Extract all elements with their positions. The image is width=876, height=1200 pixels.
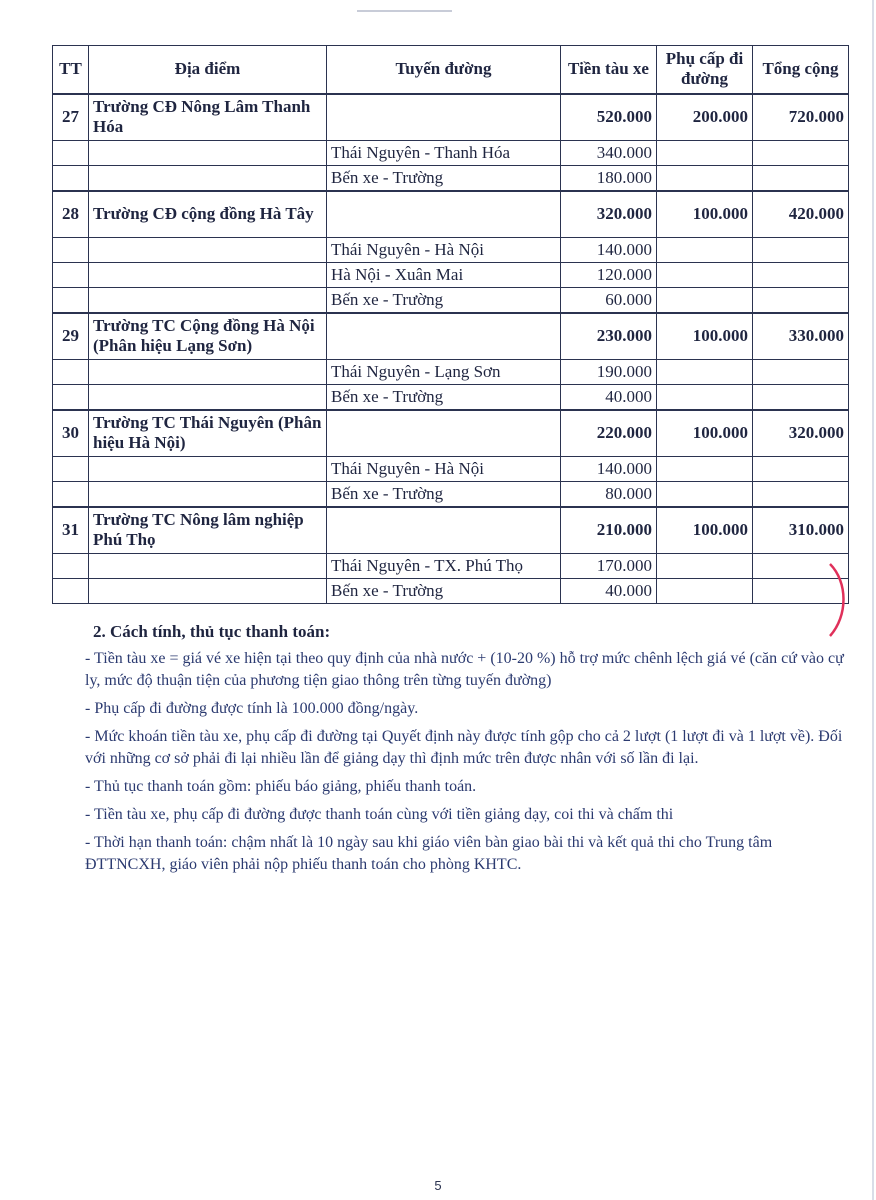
row-route: Thái Nguyên - Thanh Hóa <box>327 141 561 166</box>
row-tt <box>53 579 89 604</box>
row-allowance: 200.000 <box>657 94 753 141</box>
table-row <box>53 94 849 141</box>
row-fare: 190.000 <box>561 360 657 385</box>
row-fare: 180.000 <box>561 166 657 191</box>
row-tt <box>53 385 89 410</box>
payment-heading: 2. Cách tính, thủ tục thanh toán: <box>93 622 331 641</box>
table-row <box>53 579 849 604</box>
row-fare: 120.000 <box>561 263 657 288</box>
row-tt <box>53 554 89 579</box>
row-allowance <box>657 360 753 385</box>
table-row <box>53 288 849 313</box>
binding-mark <box>357 0 452 12</box>
table-row <box>53 457 849 482</box>
row-tt: 31 <box>53 507 89 554</box>
pen-mark <box>822 560 852 640</box>
row-total <box>753 457 849 482</box>
row-tt: 29 <box>53 313 89 360</box>
table-row <box>53 263 849 288</box>
row-route: Bến xe - Trường <box>327 166 561 191</box>
row-tt: 28 <box>53 191 89 238</box>
table-row <box>53 360 849 385</box>
row-fare: 340.000 <box>561 141 657 166</box>
row-allowance <box>657 579 753 604</box>
row-fare: 140.000 <box>561 238 657 263</box>
row-allowance: 100.000 <box>657 410 753 457</box>
row-route: Bến xe - Trường <box>327 482 561 507</box>
row-route: Hà Nội - Xuân Mai <box>327 263 561 288</box>
row-total: 330.000 <box>753 313 849 360</box>
row-fare: 40.000 <box>561 579 657 604</box>
row-total: 420.000 <box>753 191 849 238</box>
row-route <box>327 507 561 554</box>
table-row <box>53 166 849 191</box>
table-row <box>53 141 849 166</box>
row-location <box>89 457 327 482</box>
row-location <box>89 482 327 507</box>
row-total <box>753 385 849 410</box>
header-route: Tuyến đường <box>327 46 561 94</box>
row-tt <box>53 288 89 313</box>
row-allowance <box>657 166 753 191</box>
row-route: Bến xe - Trường <box>327 288 561 313</box>
row-total: 310.000 <box>753 507 849 554</box>
row-route <box>327 410 561 457</box>
table-body <box>53 94 849 604</box>
payment-item: - Thủ tục thanh toán gồm: phiếu báo giảng, phiếu thanh toán. <box>85 778 477 795</box>
row-total <box>753 288 849 313</box>
table-row <box>53 410 849 457</box>
row-route: Bến xe - Trường <box>327 385 561 410</box>
row-total <box>753 360 849 385</box>
row-tt <box>53 263 89 288</box>
row-allowance <box>657 141 753 166</box>
row-location <box>89 288 327 313</box>
row-route: Thái Nguyên - Lạng Sơn <box>327 360 561 385</box>
table-row <box>53 507 849 554</box>
row-allowance: 100.000 <box>657 191 753 238</box>
payment-item: - Tiền tàu xe = giá vé xe hiện tại theo quy định của nhà nước + (10-20 %) hỗ trợ mức chênh lệch giá vé (căn cứ vào cự ly, mức độ thuận tiện của phương tiện giao thông trên từng tuyến đường) <box>85 650 844 689</box>
row-location <box>89 360 327 385</box>
row-route: Thái Nguyên - Hà Nội <box>327 238 561 263</box>
row-allowance <box>657 554 753 579</box>
row-location <box>89 141 327 166</box>
table-row <box>53 482 849 507</box>
payment-item: - Tiền tàu xe, phụ cấp đi đường được thanh toán cùng với tiền giảng dạy, coi thi và chấm thi <box>85 806 674 823</box>
header-fare: Tiền tàu xe <box>561 46 657 94</box>
header-location: Địa điểm <box>89 46 327 94</box>
row-fare: 40.000 <box>561 385 657 410</box>
row-total <box>753 141 849 166</box>
row-tt <box>53 360 89 385</box>
row-fare: 210.000 <box>561 507 657 554</box>
route-allowance-table <box>52 45 849 604</box>
row-location <box>89 238 327 263</box>
row-tt <box>53 238 89 263</box>
row-allowance <box>657 288 753 313</box>
header-allowance: Phụ cấp đi đường <box>657 46 753 94</box>
row-location: Trường TC Cộng đồng Hà Nội (Phân hiệu Lạng Sơn) <box>89 313 327 360</box>
row-location: Trường CĐ cộng đồng Hà Tây <box>89 191 327 238</box>
table-row <box>53 191 849 238</box>
row-route: Bến xe - Trường <box>327 579 561 604</box>
row-route <box>327 313 561 360</box>
row-location <box>89 263 327 288</box>
table-row <box>53 313 849 360</box>
row-tt: 30 <box>53 410 89 457</box>
row-location <box>89 579 327 604</box>
table-row <box>53 554 849 579</box>
row-fare: 230.000 <box>561 313 657 360</box>
row-total <box>753 238 849 263</box>
row-allowance <box>657 263 753 288</box>
row-allowance: 100.000 <box>657 507 753 554</box>
row-fare: 60.000 <box>561 288 657 313</box>
row-fare: 170.000 <box>561 554 657 579</box>
row-location <box>89 166 327 191</box>
row-location <box>89 385 327 410</box>
row-route <box>327 94 561 141</box>
row-fare: 220.000 <box>561 410 657 457</box>
payment-section <box>85 622 845 882</box>
row-fare: 320.000 <box>561 191 657 238</box>
row-total: 320.000 <box>753 410 849 457</box>
row-location <box>89 554 327 579</box>
row-route <box>327 191 561 238</box>
row-location: Trường CĐ Nông Lâm Thanh Hóa <box>89 94 327 141</box>
row-total: 720.000 <box>753 94 849 141</box>
header-tt: TT <box>53 46 89 94</box>
row-location: Trường TC Nông lâm nghiệp Phú Thọ <box>89 507 327 554</box>
table-header-row <box>53 46 849 94</box>
row-total <box>753 482 849 507</box>
row-allowance <box>657 385 753 410</box>
row-tt <box>53 166 89 191</box>
row-tt <box>53 457 89 482</box>
row-tt <box>53 482 89 507</box>
row-tt <box>53 141 89 166</box>
row-allowance <box>657 238 753 263</box>
page-number: 5 <box>434 1178 442 1193</box>
row-fare: 80.000 <box>561 482 657 507</box>
table-row <box>53 385 849 410</box>
row-fare: 520.000 <box>561 94 657 141</box>
payment-item: - Mức khoán tiền tàu xe, phụ cấp đi đường tại Quyết định này được tính gộp cho cả 2 lượt (1 lượt đi và 1 lượt về). Đối với những cơ sở phải đi lại nhiều lần để giảng dạy thì định mức trên được nhân với số lần đi lại. <box>85 728 843 767</box>
row-route: Thái Nguyên - TX. Phú Thọ <box>327 554 561 579</box>
payment-item: - Thời hạn thanh toán: chậm nhất là 10 ngày sau khi giáo viên bàn giao bài thi và kết quả thi cho Trung tâm ĐTTNCXH, giáo viên phải nộp phiếu thanh toán cho phòng KHTC. <box>85 834 773 873</box>
row-tt: 27 <box>53 94 89 141</box>
header-total: Tổng cộng <box>753 46 849 94</box>
row-location: Trường TC Thái Nguyên (Phân hiệu Hà Nội) <box>89 410 327 457</box>
row-route: Thái Nguyên - Hà Nội <box>327 457 561 482</box>
row-total <box>753 166 849 191</box>
row-allowance: 100.000 <box>657 313 753 360</box>
row-allowance <box>657 457 753 482</box>
row-total <box>753 263 849 288</box>
row-allowance <box>657 482 753 507</box>
row-fare: 140.000 <box>561 457 657 482</box>
table-row <box>53 238 849 263</box>
payment-item: - Phụ cấp đi đường được tính là 100.000 đồng/ngày. <box>85 700 419 717</box>
